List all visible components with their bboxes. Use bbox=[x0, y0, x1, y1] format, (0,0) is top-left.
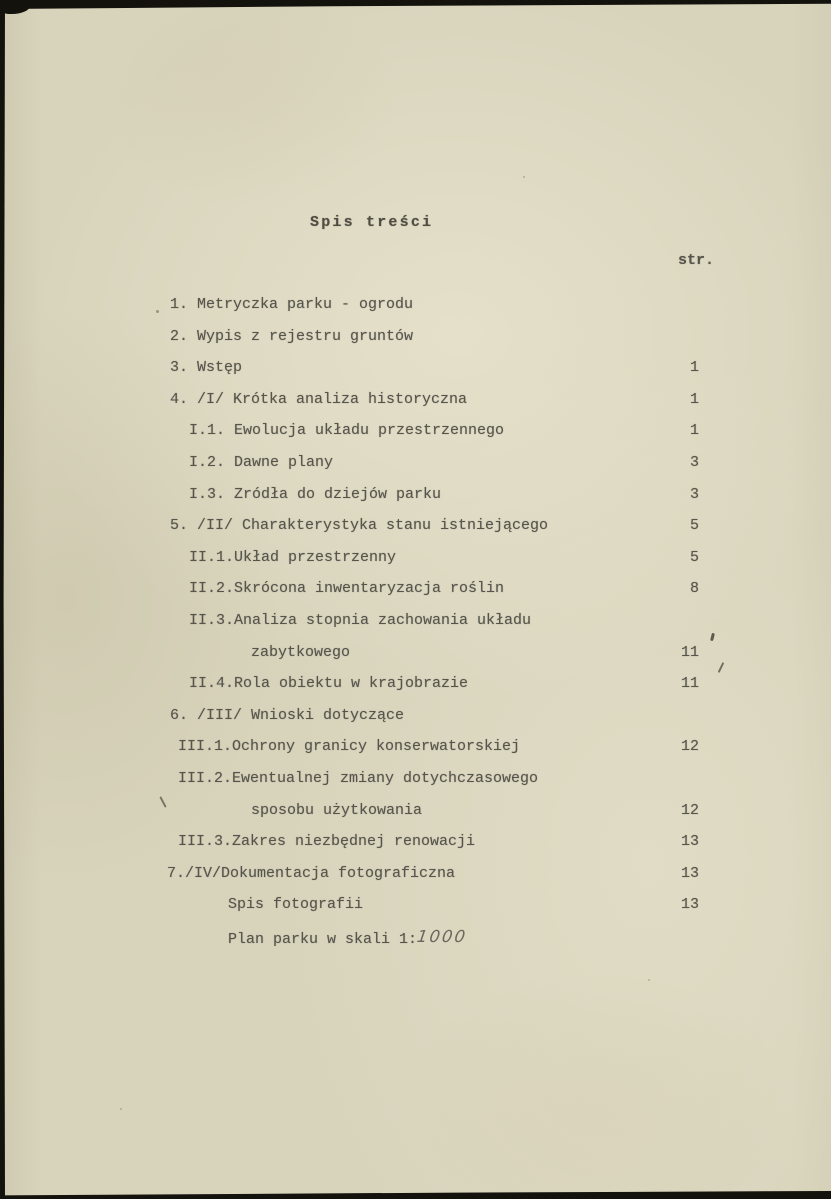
toc-entry-label: 3. Wstęp bbox=[170, 359, 243, 377]
toc-entry-label: III.3.Zakres niezbędnej renowacji bbox=[178, 833, 476, 851]
toc-row bbox=[0, 675, 831, 707]
toc-entry-label: III.1.Ochrony granicy konserwatorskiej bbox=[178, 738, 521, 756]
toc-entry bbox=[167, 865, 455, 882]
toc-entry-label: 7./IV/Dokumentacja fotograficzna bbox=[167, 864, 456, 882]
toc-entry bbox=[189, 675, 468, 692]
toc-row bbox=[0, 296, 831, 328]
toc-page-number: 1 bbox=[689, 422, 699, 440]
toc-row bbox=[0, 644, 831, 676]
toc-entry bbox=[170, 328, 413, 345]
toc-row bbox=[0, 833, 831, 865]
toc-entry-label: II.1.Układ przestrzenny bbox=[189, 548, 397, 566]
toc-entry-label: I.2. Dawne plany bbox=[189, 453, 334, 471]
toc-row bbox=[0, 486, 831, 518]
toc-page-number: 3 bbox=[689, 453, 699, 471]
toc-row bbox=[0, 928, 831, 960]
paper-speck bbox=[523, 176, 525, 178]
toc-page-number: 1 bbox=[689, 359, 699, 377]
toc-entry bbox=[189, 422, 504, 439]
toc-entry-label: II.2.Skrócona inwentaryzacja roślin bbox=[189, 580, 505, 598]
toc-row bbox=[0, 391, 831, 423]
toc-entry bbox=[189, 454, 333, 471]
toc-entry bbox=[170, 359, 242, 376]
page-title: Spis treści bbox=[310, 214, 434, 231]
toc-entry bbox=[189, 486, 441, 503]
toc-entry-label: 5. /II/ Charakterystyka stanu istniejącego bbox=[170, 517, 549, 535]
toc-entry bbox=[178, 770, 538, 787]
toc-entry-label: Spis fotografii bbox=[228, 896, 364, 914]
toc-row bbox=[0, 359, 831, 391]
toc-entry bbox=[189, 580, 504, 597]
toc-entry-label: III.2.Ewentualnej zmiany dotychczasowego bbox=[178, 769, 539, 787]
toc-entry bbox=[189, 549, 396, 566]
toc-entry-label: 2. Wypis z rejestru gruntów bbox=[170, 327, 414, 345]
paper-speck bbox=[156, 310, 159, 313]
toc-entry-label: zabytkowego bbox=[251, 643, 351, 661]
toc-page-number: 11 bbox=[680, 643, 699, 661]
toc-page-number: 8 bbox=[689, 580, 699, 598]
toc-entry-label: sposobu użytkowania bbox=[251, 801, 423, 819]
table-of-contents bbox=[0, 296, 831, 959]
toc-entry-label: 1. Metryczka parku - ogrodu bbox=[170, 296, 414, 313]
toc-row bbox=[0, 896, 831, 928]
toc-entry-label: Plan parku w skali 1: bbox=[228, 930, 418, 948]
toc-entry bbox=[228, 928, 467, 948]
toc-row bbox=[0, 865, 831, 897]
toc-entry bbox=[170, 517, 548, 534]
toc-row bbox=[0, 770, 831, 802]
toc-row bbox=[0, 517, 831, 549]
toc-entry bbox=[251, 644, 350, 661]
toc-page-number: 5 bbox=[689, 517, 699, 535]
paper-speck bbox=[648, 979, 650, 981]
toc-entry bbox=[170, 391, 467, 408]
toc-entry bbox=[170, 707, 404, 724]
toc-row bbox=[0, 580, 831, 612]
toc-row bbox=[0, 738, 831, 770]
page-column-header: str. bbox=[678, 252, 715, 269]
toc-page-number: 3 bbox=[689, 485, 699, 503]
toc-row bbox=[0, 422, 831, 454]
toc-page-number: 13 bbox=[680, 833, 699, 851]
toc-page-number: 12 bbox=[680, 738, 699, 756]
toc-row bbox=[0, 707, 831, 739]
toc-entry-label: 6. /III/ Wnioski dotyczące bbox=[170, 706, 405, 724]
toc-entry-label: I.3. Zródła do dziejów parku bbox=[189, 485, 442, 503]
toc-entry bbox=[170, 296, 413, 313]
toc-page-number: 13 bbox=[680, 864, 699, 882]
toc-entry-label: 4. /I/ Krótka analiza historyczna bbox=[170, 390, 468, 408]
toc-page-number: 11 bbox=[680, 675, 699, 693]
toc-row bbox=[0, 612, 831, 644]
toc-row bbox=[0, 549, 831, 581]
paper-speck bbox=[120, 1108, 122, 1110]
handwritten-scale-value: 1000 bbox=[415, 926, 469, 946]
toc-entry bbox=[178, 833, 475, 850]
toc-entry bbox=[251, 802, 422, 819]
toc-entry-label: I.1. Ewolucja układu przestrzennego bbox=[189, 422, 505, 440]
toc-page-number: 12 bbox=[680, 801, 699, 819]
toc-entry bbox=[178, 738, 520, 755]
toc-row bbox=[0, 454, 831, 486]
toc-page-number: 5 bbox=[689, 548, 699, 566]
toc-row bbox=[0, 328, 831, 360]
toc-row bbox=[0, 802, 831, 834]
toc-entry bbox=[228, 896, 363, 913]
toc-entry-label: II.3.Analiza stopnia zachowania układu bbox=[189, 611, 532, 629]
toc-entry-label: II.4.Rola obiektu w krajobrazie bbox=[189, 675, 469, 693]
toc-page-number: 13 bbox=[680, 896, 699, 914]
toc-entry bbox=[189, 612, 531, 629]
toc-page-number: 1 bbox=[689, 390, 699, 408]
